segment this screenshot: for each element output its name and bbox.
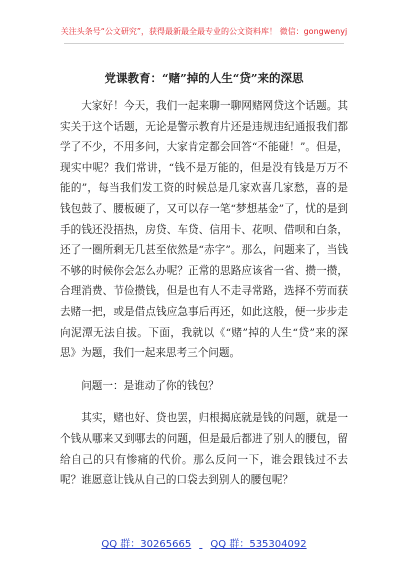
document-title: 党课教育：“赌”掉的人生“贷”来的深思 — [104, 71, 304, 85]
paragraph-question-one: 问题一：是谁动了你的钱包？ — [81, 379, 219, 392]
footer-contact — [0, 535, 408, 550]
paragraph-intro: 大家好！今天，我们一起来聊一聊网赌网贷这个话题。其实关于这个话题，无论是警示教育片还是违规违纪通报我们都学了不少，不用多问，大家肯定都会回答“不能碰！”。但是，现实中呢？我们常讲，“钱不是万能的，但是没有钱是万万不能的”，每当我们发工资的时候总是几家欢喜几家愁，喜的是钱包鼓了、腰板硬了，又可以存一笔“梦想基金”了，忧的是到手的钱还没捂热，房贷、车贷、信用卡、花呗、借呗和白条，还了一圈所剩无几甚至依然是“赤字”。那么，问题来了，当钱不够的时候你会怎么办呢？正常的思路应该省一省、攒一攒，合理消费、节俭攒钱，但是也有人不走寻常路，选择不劳而获去赌一把，或是借点钱应急事后再还，如此这般，便一步步走向泥潭无法自拔。下面，我就以《“赌”掉的人生“贷”来的深思》为题，我们一起来思考三个问题。 — [60, 100, 348, 360]
header-promo-text: 关注头条号“公文研究”，获得最新最全最专业的公文资料库！ 微信：gongwenyj — [60, 27, 348, 36]
paragraph-analysis: 其实，赌也好、贷也罢，归根揭底就是钱的问题，就是一个钱从哪来又到哪去的问题，但是最后都进了别人的腰包，留给自己的只有惨痛的代价。那么反问一下，谁会跟钱过不去呢？谁愿意让钱从自己的口袋去到别人的腰包呢？ — [60, 412, 348, 487]
qq-group-link-1[interactable]: QQ 群：30265665 — [101, 539, 192, 550]
header-divider — [64, 43, 344, 44]
document-body — [60, 96, 348, 491]
qq-group-link-2[interactable]: QQ 群：535304092 — [210, 539, 307, 550]
